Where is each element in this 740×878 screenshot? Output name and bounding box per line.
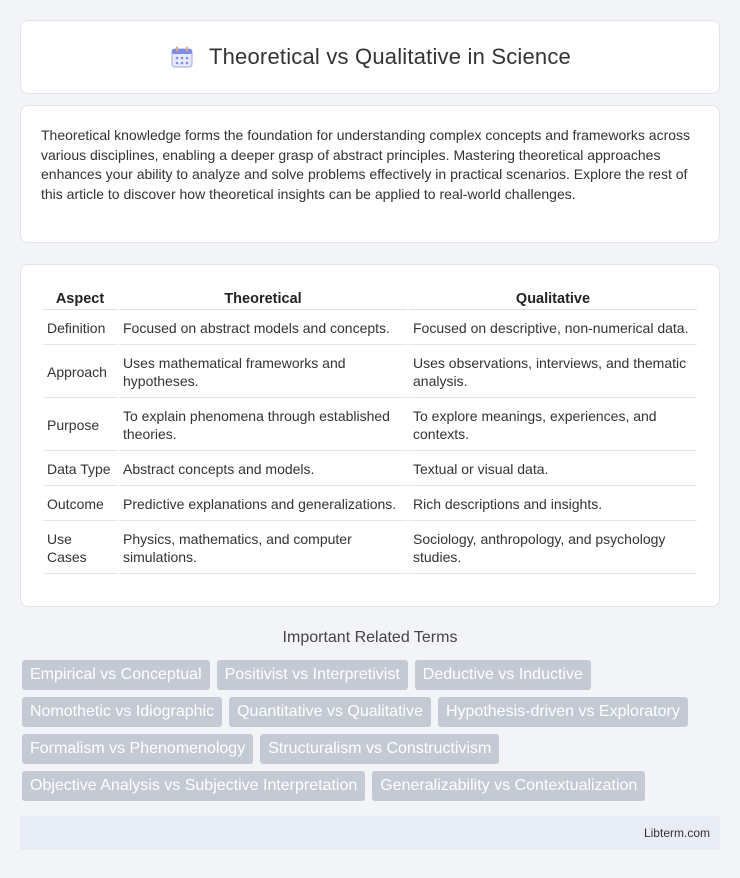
related-term-tag[interactable]: Hypothesis-driven vs Exploratory xyxy=(438,697,688,727)
theoretical-cell: Uses mathematical frameworks and hypotheses. xyxy=(119,347,407,398)
header-card xyxy=(20,20,720,94)
aspect-cell: Purpose xyxy=(43,400,117,451)
related-term-tag[interactable]: Nomothetic vs Idiographic xyxy=(22,697,222,727)
aspect-cell: Data Type xyxy=(43,453,117,486)
theoretical-cell: Predictive explanations and generalizations. xyxy=(119,488,407,521)
intro-paragraph: Theoretical knowledge forms the foundation for understanding complex concepts and frameworks across various disciplines, enabling a deeper grasp of abstract principles. Mastering theoretical approaches enhances your ability to analyze and solve problems effectively in practical scenarios. Explore the rest of this article to discover how theoretical insights can be applied to real-world challenges. xyxy=(41,127,691,202)
qualitative-cell: Sociology, anthropology, and psychology studies. xyxy=(409,523,697,574)
related-term-tag[interactable]: Quantitative vs Qualitative xyxy=(229,697,431,727)
comparison-table xyxy=(41,285,699,576)
qualitative-cell: Focused on descriptive, non-numerical data. xyxy=(409,312,697,345)
column-header-theoretical: Theoretical xyxy=(119,287,407,310)
table-row xyxy=(43,312,697,345)
related-term-tag[interactable]: Positivist vs Interpretivist xyxy=(217,660,408,690)
table-header-row xyxy=(43,287,697,310)
aspect-cell: Use Cases xyxy=(43,523,117,574)
aspect-cell: Definition xyxy=(43,312,117,345)
qualitative-cell: Uses observations, interviews, and thematic analysis. xyxy=(409,347,697,398)
column-header-qualitative: Qualitative xyxy=(409,287,697,310)
related-term-tag[interactable]: Generalizability vs Contextualization xyxy=(372,771,645,801)
table-row xyxy=(43,488,697,521)
aspect-cell: Approach xyxy=(43,347,117,398)
table-row xyxy=(43,347,697,398)
related-term-tag[interactable]: Objective Analysis vs Subjective Interpretation xyxy=(22,771,365,801)
theoretical-cell: To explain phenomena through established theories. xyxy=(119,400,407,451)
qualitative-cell: Textual or visual data. xyxy=(409,453,697,486)
theoretical-cell: Abstract concepts and models. xyxy=(119,453,407,486)
qualitative-cell: To explore meanings, experiences, and contexts. xyxy=(409,400,697,451)
theoretical-cell: Focused on abstract models and concepts. xyxy=(119,312,407,345)
calendar-icon xyxy=(169,44,195,70)
column-header-aspect: Aspect xyxy=(43,287,117,310)
related-term-tag[interactable]: Structuralism vs Constructivism xyxy=(260,734,499,764)
theoretical-cell: Physics, mathematics, and computer simulations. xyxy=(119,523,407,574)
page-title: Theoretical vs Qualitative in Science xyxy=(208,44,571,69)
related-terms-list xyxy=(20,660,710,801)
comparison-card xyxy=(20,264,720,607)
table-row xyxy=(43,453,697,486)
related-terms-section xyxy=(20,629,720,801)
related-term-tag[interactable]: Deductive vs Inductive xyxy=(415,660,591,690)
table-row xyxy=(43,523,697,574)
aspect-cell: Outcome xyxy=(43,488,117,521)
related-terms-title: Important Related Terms xyxy=(282,629,458,646)
table-row xyxy=(43,400,697,451)
footer-brand-link[interactable]: Libterm.com xyxy=(643,826,710,840)
related-term-tag[interactable]: Empirical vs Conceptual xyxy=(22,660,210,690)
footer xyxy=(20,816,720,850)
intro-card xyxy=(20,105,720,243)
qualitative-cell: Rich descriptions and insights. xyxy=(409,488,697,521)
related-term-tag[interactable]: Formalism vs Phenomenology xyxy=(22,734,253,764)
